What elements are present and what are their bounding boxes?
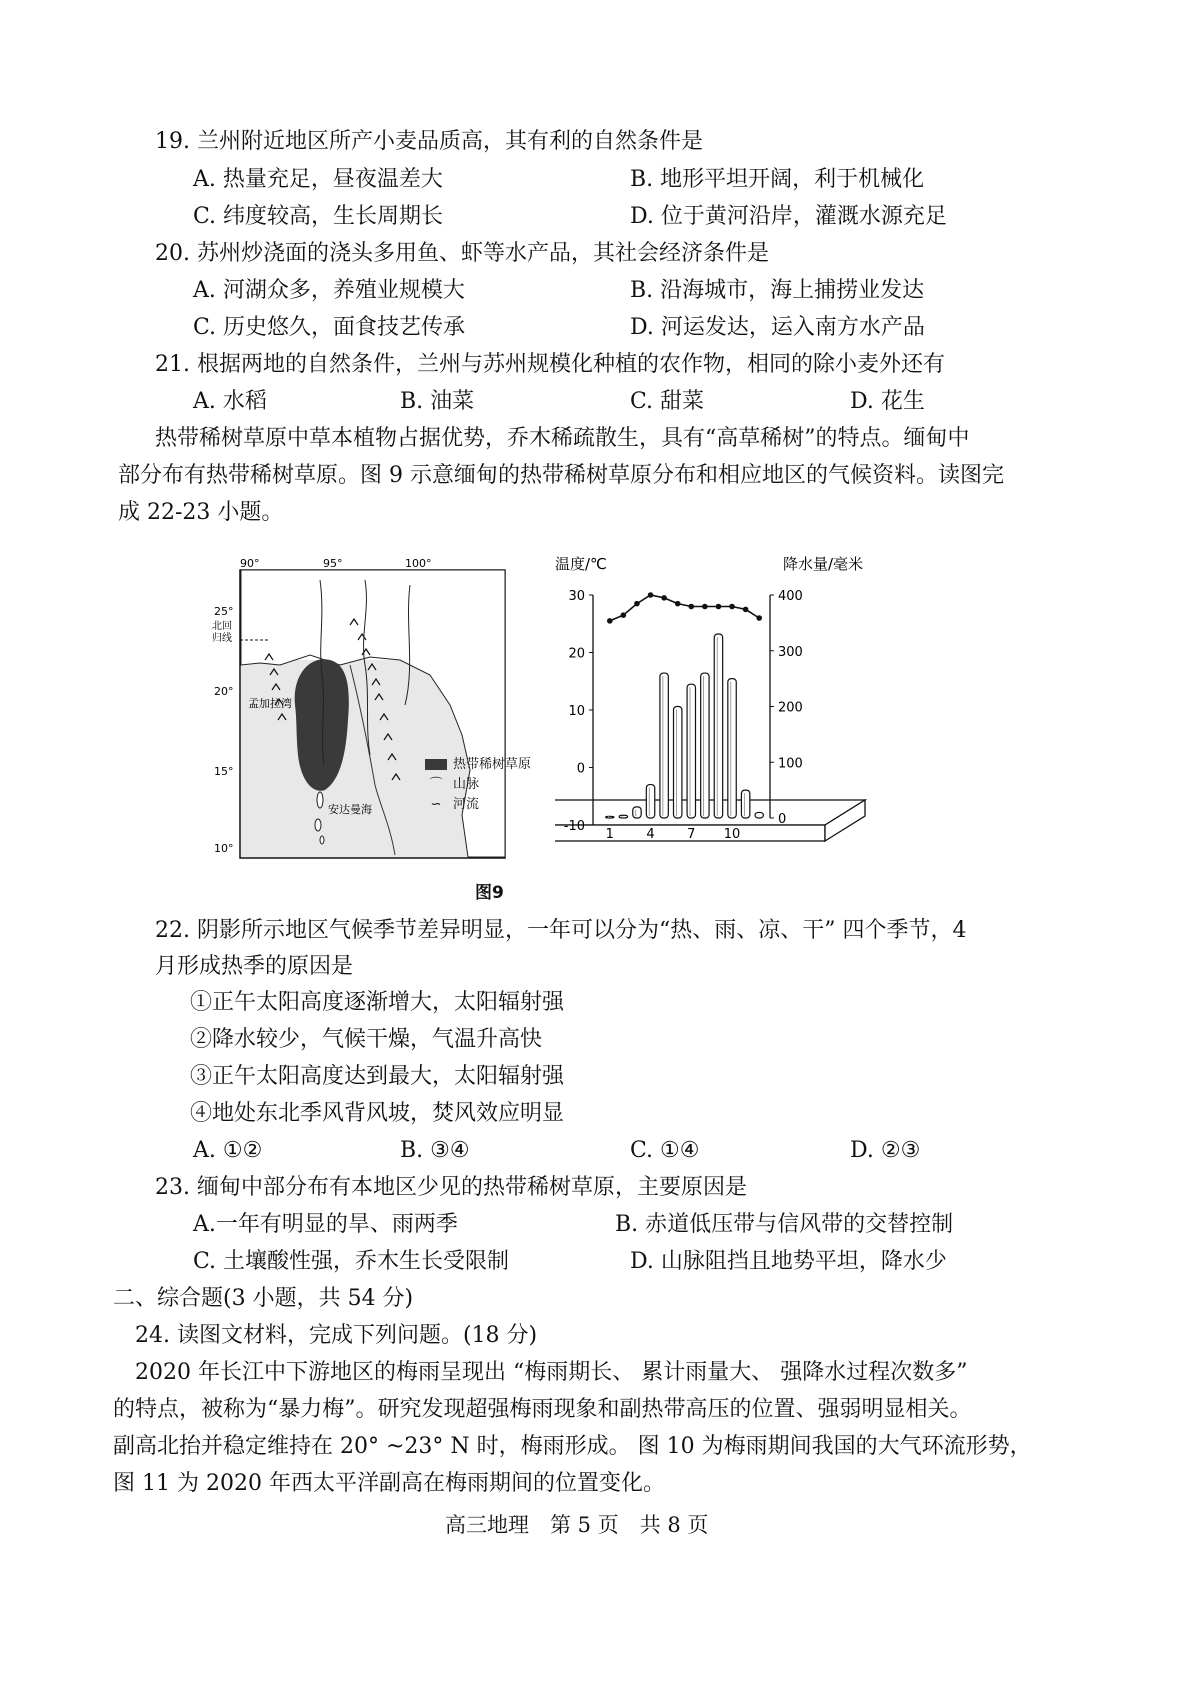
temperature-point [634, 601, 640, 607]
q21-option-c: C. 甜菜 [630, 389, 705, 414]
temperature-point [729, 604, 735, 610]
q22-option-c: C. ①④ [630, 1138, 700, 1163]
q23-option-b: B. 赤道低压带与信风带的交替控制 [615, 1212, 954, 1237]
q23-option-a: A.一年有明显的旱、雨两季 [193, 1212, 458, 1237]
left-tick-label: 30 [568, 589, 585, 604]
tropic-label-1: 北回 [212, 621, 232, 632]
temperature-point [675, 601, 681, 607]
precip-bar [755, 812, 763, 818]
right-tick-label: 0 [778, 812, 787, 827]
lon-label-95: 95° [323, 557, 343, 570]
temperature-line [610, 595, 759, 621]
temperature-point [661, 595, 667, 601]
x-tick-label: 4 [646, 827, 655, 842]
precip-bar [741, 790, 749, 818]
right-tick-label: 400 [778, 589, 803, 604]
q22-option-d: D. ②③ [850, 1138, 921, 1163]
q21-option-d: D. 花生 [850, 389, 925, 414]
q23-option-d: D. 山脉阻挡且地势平坦，降水少 [630, 1249, 947, 1274]
bay-label: 孟加拉湾 [248, 697, 292, 710]
temperature-point [702, 604, 708, 610]
precip-bar [606, 816, 614, 818]
right-tick-label: 200 [778, 700, 803, 716]
left-tick-label: 0 [576, 761, 585, 777]
q22-statement-4: ④地处东北季风背风坡，焚风效应明显 [190, 1101, 565, 1126]
right-tick-label: 100 [778, 756, 803, 772]
x-tick-label: 1 [605, 827, 614, 842]
chart-base-top [555, 800, 865, 825]
q19-option-a: A. 热量充足，昼夜温差大 [193, 167, 443, 192]
q24-passage-line-3: 副高北抬并稳定维持在 20° ~23° N 时，梅雨形成。 图 10 为梅雨期间我国的大气环流形势， [113, 1434, 1032, 1459]
precip-bar [660, 673, 668, 818]
left-tick-label: 10 [568, 704, 585, 719]
q22-stem-line-1: 22. 阴影所示地区气候季节差异明显，一年可以分为“热、雨、凉、干” 四个季节，4 [155, 918, 967, 943]
q22-statement-2: ②降水较少，气候干燥，气温升高快 [190, 1027, 543, 1052]
q22-option-a: A. ①② [193, 1138, 263, 1163]
temperature-point [648, 592, 654, 598]
map-legend [425, 755, 531, 815]
temperature-point [756, 615, 762, 621]
temperature-point [607, 618, 613, 624]
temperature-point [688, 604, 694, 610]
passage-line-3: 成 22-23 小题。 [118, 500, 284, 525]
q20-stem: 20. 苏州炒浇面的浇头多用鱼、虾等水产品，其社会经济条件是 [155, 241, 769, 266]
passage-line-2: 部分布有热带稀树草原。图 9 示意缅甸的热带稀树草原分布和相应地区的气候资料。读图完 [118, 463, 1004, 488]
lon-label-100: 100° [405, 557, 432, 570]
q22-statement-3: ③正午太阳高度达到最大，太阳辐射强 [190, 1064, 565, 1089]
sea-label: 安达曼海 [328, 803, 372, 816]
legend-savanna-swatch [425, 759, 447, 770]
q19-option-c: C. 纬度较高，生长周期长 [193, 204, 444, 229]
q24-passage-line-2: 的特点，被称为“暴力梅”。研究发现超强梅雨现象和副热带高压的位置、强弱明显相关。 [113, 1397, 972, 1422]
page-footer: 高三地理 第 5 页 共 8 页 [445, 1513, 709, 1537]
figure9-map [200, 555, 560, 875]
tropic-label-2: 归线 [212, 633, 232, 644]
q20-option-c: C. 历史悠久，面食技艺传承 [193, 315, 466, 340]
legend-river-label: 河流 [453, 797, 480, 812]
q20-option-a: A. 河湖众多，养殖业规模大 [193, 278, 465, 303]
right-axis-label: 降水量/毫米 [783, 555, 864, 573]
q23-stem: 23. 缅甸中部分布有本地区少见的热带稀树草原，主要原因是 [155, 1175, 747, 1200]
temperature-point [716, 604, 722, 610]
precip-bar [619, 815, 627, 818]
q24-passage-line-1: 2020 年长江中下游地区的梅雨呈现出 “梅雨期长、 累计雨量大、 强降水过程次数多” [135, 1360, 968, 1385]
precip-bar [687, 684, 695, 818]
left-tick-label: 20 [568, 646, 585, 662]
q22-option-b: B. ③④ [400, 1138, 470, 1163]
precip-bar [673, 707, 681, 819]
section-2-title: 二、综合题(3 小题，共 54 分) [113, 1286, 414, 1311]
legend-mountain-label: 山脉 [453, 777, 480, 792]
lat-label-15: 15° [214, 765, 234, 778]
figure-caption: 图9 [475, 883, 504, 903]
q22-stem-line-2: 月形成热季的原因是 [155, 954, 354, 979]
q19-option-b: B. 地形平坦开阔，利于机械化 [630, 167, 925, 192]
left-tick-label: -10 [563, 819, 585, 834]
temperature-point [743, 607, 749, 613]
q21-stem: 21. 根据两地的自然条件，兰州与苏州规模化种植的农作物，相同的除小麦外还有 [155, 352, 945, 377]
precip-bar [646, 785, 654, 818]
q20-option-b: B. 沿海城市，海上捕捞业发达 [630, 278, 925, 303]
temperature-point [621, 612, 627, 618]
x-tick-label: 10 [723, 827, 741, 842]
q19-stem: 19. 兰州附近地区所产小麦品质高，其有利的自然条件是 [155, 129, 703, 154]
q21-option-a: A. 水稻 [193, 389, 267, 414]
q20-option-d: D. 河运发达，运入南方水产品 [630, 315, 925, 340]
q24-passage-line-4: 图 11 为 2020 年西太平洋副高在梅雨期间的位置变化。 [113, 1471, 665, 1496]
lat-label-10: 10° [214, 842, 234, 855]
lon-label-90: 90° [240, 557, 260, 570]
right-tick-label: 300 [778, 644, 803, 660]
q21-option-b: B. 油菜 [400, 389, 475, 414]
x-tick-label: 7 [687, 827, 696, 842]
precip-bar [633, 807, 641, 818]
figure9-climate-chart [555, 555, 935, 875]
q19-option-d: D. 位于黄河沿岸，灌溉水源充足 [630, 204, 947, 229]
legend-savanna-label: 热带稀树草原 [453, 757, 532, 772]
q23-option-c: C. 土壤酸性强，乔木生长受限制 [193, 1249, 510, 1274]
precip-bar [728, 679, 736, 818]
left-axis-label: 温度/℃ [555, 555, 607, 573]
precip-bar [701, 673, 709, 818]
mountain-icon: ⌒ [429, 777, 443, 792]
passage-line-1: 热带稀树草原中草本植物占据优势，乔木稀疏散生，具有“高草稀树”的特点。缅甸中 [155, 426, 970, 451]
precip-bar [714, 634, 722, 818]
q24-stem: 24. 读图文材料，完成下列问题。(18 分) [135, 1323, 538, 1348]
q22-statement-1: ①正午太阳高度逐渐增大，太阳辐射强 [190, 990, 565, 1015]
lat-label-20: 20° [214, 685, 234, 698]
lat-label-25: 25° [214, 605, 234, 618]
river-icon: ∽ [430, 797, 442, 812]
